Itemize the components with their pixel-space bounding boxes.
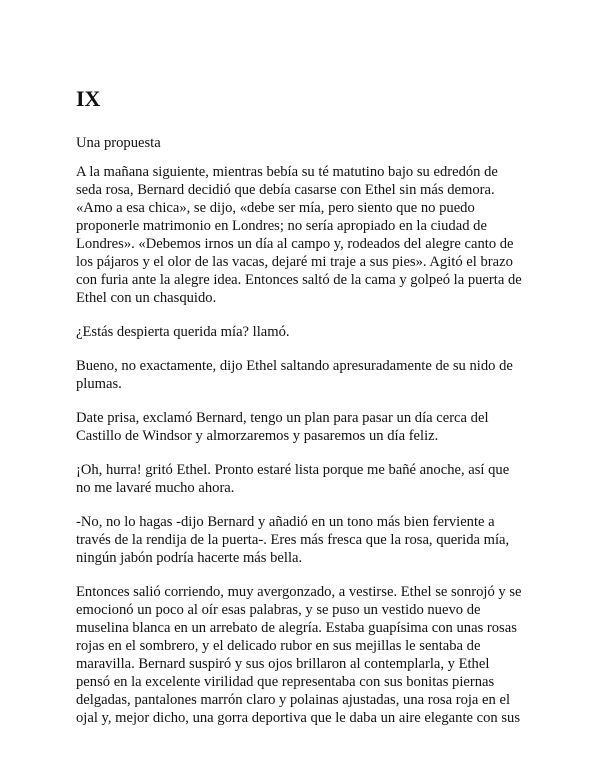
paragraph-hurry-plan: Date prisa, exclamó Bernard, tengo un plan para pasar un día cerca del Castillo de Windsor y almorzaremos y pasaremos un día feliz.: [76, 410, 489, 444]
paragraph-dressing: Entonces salió corriendo, muy avergonzado, a vestirse. Ethel se sonrojó y se emocionó un poco al oír esas palabras, y se puso un vestido nuevo de muselina blanca en un arrebato de alegría. Estaba guapísima con unas rosas rojas en el sombrero, y el delicado rubor en sus mejillas le sentaba de maravilla. Bernard suspiró y sus ojos brillaron al contemplarla, y Ethel pensó en la excelente virilidad que representaba con sus bonitas piernas delgadas, pantalones marrón claro y polainas ajustadas, una rosa roja en el ojal y, mejor dicho, una gorra deportiva que le daba un aire elegante con sus: [76, 584, 522, 726]
chapter-title: Una propuesta: [76, 135, 161, 151]
paragraph-hurray: ¡Oh, hurra! gritó Ethel. Pronto estaré lista porque me bañé anoche, así que no me lavaré mucho ahora.: [76, 462, 510, 496]
paragraph-no-soap: -No, no lo hagas -dijo Bernard y añadió en un tono más bien ferviente a través de la rendija de la puerta-. Eres más fresca que la rosa, querida mía, ningún jabón podría hacerte más bella.: [76, 514, 510, 566]
paragraph-morning-decision: A la mañana siguiente, mientras bebía su té matutino bajo su edredón de seda rosa, Bernard decidió que debía casarse con Ethel sin más demora. «Amo a esa chica», se dijo, «debe ser mía, pero siento que no puedo proponerle matrimonio en Londres; no sería apropiado en la ciudad de Londres». «Debemos irnos un día al campo y, rodeados del alegre canto de los pájaros y el olor de las vacas, dejaré mi traje a sus pies». Agitó el brazo con furia ante la alegre idea. Entonces saltó de la cama y golpeó la puerta de Ethel con un chasquido.: [76, 164, 522, 306]
body-text: [76, 163, 526, 743]
paragraph-are-you-awake: ¿Estás despierta querida mía? llamó.: [76, 324, 290, 340]
paragraph-ethel-reply: Bueno, no exactamente, dijo Ethel saltando apresuradamente de su nido de plumas.: [76, 358, 513, 392]
chapter-number: IX: [76, 86, 101, 111]
